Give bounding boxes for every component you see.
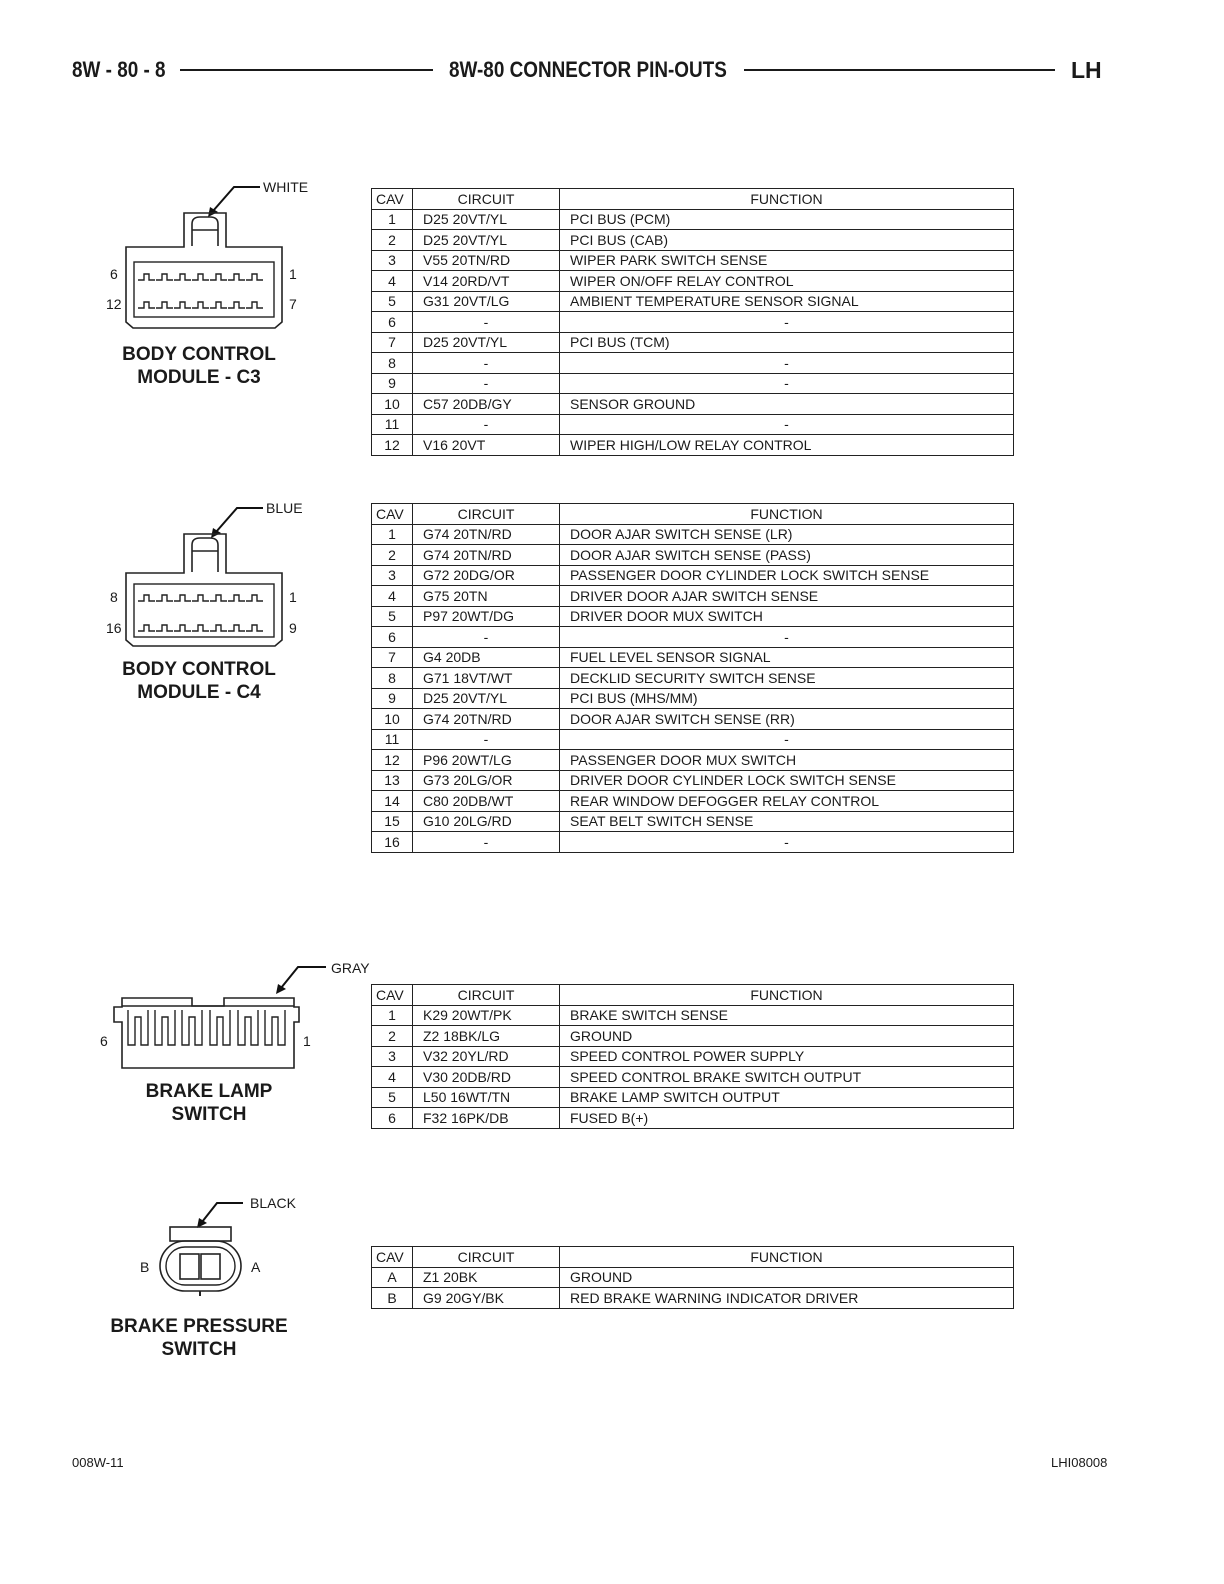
header-cav: CAV xyxy=(372,189,413,210)
table-row xyxy=(372,209,1014,230)
cell-function: PCI BUS (TCM) xyxy=(560,332,1014,353)
table-row xyxy=(372,709,1014,730)
arrow-head xyxy=(276,984,286,994)
cell-function: PCI BUS (PCM) xyxy=(560,209,1014,230)
cell-cav: 4 xyxy=(372,1067,413,1088)
cell-function: GROUND xyxy=(560,1026,1014,1047)
table-row xyxy=(372,750,1014,771)
table-row xyxy=(372,606,1014,627)
pin-label-right: 1 xyxy=(303,1033,311,1049)
cell-circuit: G74 20TN/RD xyxy=(413,545,560,566)
cell-circuit: V14 20RD/VT xyxy=(413,271,560,292)
cell-circuit: V55 20TN/RD xyxy=(413,250,560,271)
cell-circuit: G74 20TN/RD xyxy=(413,709,560,730)
connector-color-label: WHITE xyxy=(263,179,309,195)
table-row xyxy=(372,586,1014,607)
cell-cav: 1 xyxy=(372,1005,413,1026)
cell-circuit: Z1 20BK xyxy=(413,1267,560,1288)
cell-function: - xyxy=(560,353,1014,374)
cell-cav: 13 xyxy=(372,770,413,791)
cell-function: RED BRAKE WARNING INDICATOR DRIVER xyxy=(560,1288,1014,1309)
latch xyxy=(192,538,218,572)
cell-circuit: P96 20WT/LG xyxy=(413,750,560,771)
cell-function: DECKLID SECURITY SWITCH SENSE xyxy=(560,668,1014,689)
header-circuit: CIRCUIT xyxy=(413,504,560,525)
cell-function: FUSED B(+) xyxy=(560,1108,1014,1129)
cell-circuit: G4 20DB xyxy=(413,647,560,668)
cell-circuit: G73 20LG/OR xyxy=(413,770,560,791)
cell-circuit: C57 20DB/GY xyxy=(413,394,560,415)
header-function: FUNCTION xyxy=(560,1247,1014,1268)
cell-cav: 11 xyxy=(372,729,413,750)
cell-cav: 12 xyxy=(372,750,413,771)
connector-name: BRAKE LAMP SWITCH xyxy=(145,1081,273,1125)
pin-label-top-right: 1 xyxy=(289,266,297,282)
color-leader-arrow xyxy=(213,187,260,211)
table-row xyxy=(372,414,1014,435)
color-leader-arrow xyxy=(202,1203,243,1222)
cell-cav: 5 xyxy=(372,291,413,312)
connector-color-label: BLUE xyxy=(266,500,303,516)
table-row xyxy=(372,565,1014,586)
table-row xyxy=(372,1087,1014,1108)
cell-cav: 15 xyxy=(372,811,413,832)
header-function: FUNCTION xyxy=(560,985,1014,1006)
cell-function: PCI BUS (MHS/MM) xyxy=(560,688,1014,709)
pin-label-bottom-left: 12 xyxy=(106,296,122,312)
cell-circuit: - xyxy=(413,832,560,853)
latch xyxy=(192,217,218,246)
table-row xyxy=(372,832,1014,853)
cell-circuit: Z2 18BK/LG xyxy=(413,1026,560,1047)
table-row xyxy=(372,524,1014,545)
cell-function: GROUND xyxy=(560,1267,1014,1288)
cell-function: SEAT BELT SWITCH SENSE xyxy=(560,811,1014,832)
table-row xyxy=(372,291,1014,312)
table-row xyxy=(372,250,1014,271)
bcm-c3-connector-diagram xyxy=(100,180,300,340)
cell-circuit: C80 20DB/WT xyxy=(413,791,560,812)
table-row xyxy=(372,373,1014,394)
cell-cav: 2 xyxy=(372,230,413,251)
cell-circuit: G71 18VT/WT xyxy=(413,668,560,689)
table-header-row xyxy=(372,189,1014,210)
table-row xyxy=(372,647,1014,668)
header-function: FUNCTION xyxy=(560,189,1014,210)
cell-circuit: P97 20WT/DG xyxy=(413,606,560,627)
bcm-c4-connector-diagram xyxy=(100,500,300,660)
cell-circuit: L50 16WT/TN xyxy=(413,1087,560,1108)
cell-circuit: G9 20GY/BK xyxy=(413,1288,560,1309)
table-row xyxy=(372,1288,1014,1309)
cell-circuit: G72 20DG/OR xyxy=(413,565,560,586)
table-row xyxy=(372,394,1014,415)
cell-function: DOOR AJAR SWITCH SENSE (LR) xyxy=(560,524,1014,545)
cell-cav: 12 xyxy=(372,435,413,456)
table-header-row xyxy=(372,1247,1014,1268)
pin-label-top-left: 8 xyxy=(110,589,118,605)
cell-cav: 2 xyxy=(372,1026,413,1047)
cell-cav: 9 xyxy=(372,373,413,394)
cell-function: FUEL LEVEL SENSOR SIGNAL xyxy=(560,647,1014,668)
cell-cav: 7 xyxy=(372,332,413,353)
cell-function: SENSOR GROUND xyxy=(560,394,1014,415)
cell-cav: 3 xyxy=(372,1046,413,1067)
cell-function: REAR WINDOW DEFOGGER RELAY CONTROL xyxy=(560,791,1014,812)
cell-cav: 3 xyxy=(372,565,413,586)
cell-circuit: - xyxy=(413,414,560,435)
cell-circuit: D25 20VT/YL xyxy=(413,230,560,251)
cell-function: - xyxy=(560,832,1014,853)
cell-cav: 10 xyxy=(372,709,413,730)
table-row xyxy=(372,729,1014,750)
table-row xyxy=(372,230,1014,251)
table-row xyxy=(372,811,1014,832)
cell-function: - xyxy=(560,414,1014,435)
table-row xyxy=(372,312,1014,333)
pin-label-bottom-right: 9 xyxy=(289,620,297,636)
connector-name: BRAKE PRESSURE SWITCH xyxy=(110,1316,288,1360)
cell-circuit: - xyxy=(413,353,560,374)
cell-cav: 14 xyxy=(372,791,413,812)
color-leader-arrow xyxy=(216,508,263,532)
pin-label-top-right: 1 xyxy=(289,589,297,605)
cell-function: - xyxy=(560,312,1014,333)
cell-function: BRAKE LAMP SWITCH OUTPUT xyxy=(560,1087,1014,1108)
table-row xyxy=(372,1005,1014,1026)
cell-function: PASSENGER DOOR CYLINDER LOCK SWITCH SENSE xyxy=(560,565,1014,586)
cell-circuit: K29 20WT/PK xyxy=(413,1005,560,1026)
table-row xyxy=(372,668,1014,689)
cell-cav: 1 xyxy=(372,524,413,545)
table-row xyxy=(372,435,1014,456)
cell-cav: 9 xyxy=(372,688,413,709)
table-row xyxy=(372,770,1014,791)
cell-function: WIPER ON/OFF RELAY CONTROL xyxy=(560,271,1014,292)
cell-circuit: D25 20VT/YL xyxy=(413,332,560,353)
table-row xyxy=(372,1046,1014,1067)
cell-function: DRIVER DOOR CYLINDER LOCK SWITCH SENSE xyxy=(560,770,1014,791)
pin-label-bottom-right: 7 xyxy=(289,296,297,312)
footer-right-code: LHI08008 xyxy=(1051,1455,1108,1470)
header-rule-left xyxy=(180,69,433,71)
table-row xyxy=(372,1026,1014,1047)
table-row xyxy=(372,332,1014,353)
table-row xyxy=(372,791,1014,812)
terminal-a xyxy=(201,1254,220,1279)
connector-color-label: GRAY xyxy=(331,960,370,976)
table-row xyxy=(372,688,1014,709)
header-function: FUNCTION xyxy=(560,504,1014,525)
pinout-table-bcm-c4 xyxy=(371,503,1014,853)
cell-circuit: V30 20DB/RD xyxy=(413,1067,560,1088)
terminal-slots xyxy=(128,1010,285,1045)
pin-label-right: A xyxy=(251,1259,261,1275)
cell-cav: 11 xyxy=(372,414,413,435)
color-leader-arrow xyxy=(281,967,326,988)
cell-function: DRIVER DOOR AJAR SWITCH SENSE xyxy=(560,586,1014,607)
cell-circuit: G10 20LG/RD xyxy=(413,811,560,832)
pin-label-left: 6 xyxy=(100,1033,108,1049)
cell-circuit: V32 20YL/RD xyxy=(413,1046,560,1067)
cell-circuit: F32 16PK/DB xyxy=(413,1108,560,1129)
cell-cav: 4 xyxy=(372,271,413,292)
footer-left-code: 008W-11 xyxy=(72,1455,124,1470)
cell-cav: 4 xyxy=(372,586,413,607)
cavity-row-bottom xyxy=(138,625,263,631)
brake-pressure-switch-connector-diagram xyxy=(140,1195,260,1305)
cell-cav: 5 xyxy=(372,606,413,627)
section-code: LH xyxy=(1071,57,1102,83)
cavity-frame xyxy=(134,262,274,317)
cell-function: PCI BUS (CAB) xyxy=(560,230,1014,251)
cell-circuit: D25 20VT/YL xyxy=(413,688,560,709)
table-row xyxy=(372,545,1014,566)
pinout-table-brake-lamp-switch xyxy=(371,984,1014,1129)
cell-function: AMBIENT TEMPERATURE SENSOR SIGNAL xyxy=(560,291,1014,312)
cavity-row-top xyxy=(138,595,263,601)
cell-function: DOOR AJAR SWITCH SENSE (PASS) xyxy=(560,545,1014,566)
cell-function: - xyxy=(560,373,1014,394)
pin-label-bottom-left: 16 xyxy=(106,620,122,636)
table-header-row xyxy=(372,985,1014,1006)
cell-circuit: G75 20TN xyxy=(413,586,560,607)
cavity-frame xyxy=(134,584,274,637)
cell-cav: B xyxy=(372,1288,413,1309)
cell-function: WIPER PARK SWITCH SENSE xyxy=(560,250,1014,271)
terminal-b xyxy=(180,1254,199,1279)
cavity-row-top xyxy=(138,274,263,280)
cell-cav: 1 xyxy=(372,209,413,230)
connector-housing xyxy=(114,998,299,1068)
pin-label-left: B xyxy=(140,1259,150,1275)
cell-cav: 6 xyxy=(372,1108,413,1129)
cell-cav: A xyxy=(372,1267,413,1288)
header-circuit: CIRCUIT xyxy=(413,1247,560,1268)
cell-function: - xyxy=(560,729,1014,750)
cell-cav: 10 xyxy=(372,394,413,415)
header-cav: CAV xyxy=(372,1247,413,1268)
header-rule-right xyxy=(744,69,1055,71)
header-cav: CAV xyxy=(372,985,413,1006)
cell-function: SPEED CONTROL BRAKE SWITCH OUTPUT xyxy=(560,1067,1014,1088)
pinout-table-bcm-c3 xyxy=(371,188,1014,456)
pinout-table-brake-pressure-switch xyxy=(371,1246,1014,1309)
cell-function: DOOR AJAR SWITCH SENSE (RR) xyxy=(560,709,1014,730)
table-row xyxy=(372,627,1014,648)
cell-function: PASSENGER DOOR MUX SWITCH xyxy=(560,750,1014,771)
cell-circuit: - xyxy=(413,627,560,648)
table-row xyxy=(372,271,1014,292)
cell-circuit: D25 20VT/YL xyxy=(413,209,560,230)
cell-circuit: G74 20TN/RD xyxy=(413,524,560,545)
cell-cav: 8 xyxy=(372,668,413,689)
connector-name: BODY CONTROL MODULE - C4 xyxy=(122,659,276,703)
cell-cav: 3 xyxy=(372,250,413,271)
cell-circuit: G31 20VT/LG xyxy=(413,291,560,312)
brake-lamp-switch-connector-diagram xyxy=(100,960,330,1075)
cell-cav: 2 xyxy=(372,545,413,566)
page-title: 8W-80 CONNECTOR PIN-OUTS xyxy=(449,57,727,82)
header-circuit: CIRCUIT xyxy=(413,189,560,210)
connector-color-label: BLACK xyxy=(250,1195,296,1211)
header-circuit: CIRCUIT xyxy=(413,985,560,1006)
page-number: 8W - 80 - 8 xyxy=(72,57,166,82)
cell-circuit: - xyxy=(413,373,560,394)
table-row xyxy=(372,353,1014,374)
table-row xyxy=(372,1108,1014,1129)
cell-function: BRAKE SWITCH SENSE xyxy=(560,1005,1014,1026)
latch xyxy=(170,1227,231,1241)
cell-cav: 6 xyxy=(372,312,413,333)
connector-name: BODY CONTROL MODULE - C3 xyxy=(122,344,276,388)
cavity-row-bottom xyxy=(138,302,263,308)
cell-function: SPEED CONTROL POWER SUPPLY xyxy=(560,1046,1014,1067)
table-row xyxy=(372,1267,1014,1288)
pin-label-top-left: 6 xyxy=(110,266,118,282)
cell-function: DRIVER DOOR MUX SWITCH xyxy=(560,606,1014,627)
cell-cav: 8 xyxy=(372,353,413,374)
cell-cav: 16 xyxy=(372,832,413,853)
cell-circuit: V16 20VT xyxy=(413,435,560,456)
cell-function: - xyxy=(560,627,1014,648)
table-row xyxy=(372,1067,1014,1088)
table-header-row xyxy=(372,504,1014,525)
cell-cav: 6 xyxy=(372,627,413,648)
cell-circuit: - xyxy=(413,312,560,333)
cell-circuit: - xyxy=(413,729,560,750)
cell-cav: 5 xyxy=(372,1087,413,1108)
cell-function: WIPER HIGH/LOW RELAY CONTROL xyxy=(560,435,1014,456)
cell-cav: 7 xyxy=(372,647,413,668)
header-cav: CAV xyxy=(372,504,413,525)
